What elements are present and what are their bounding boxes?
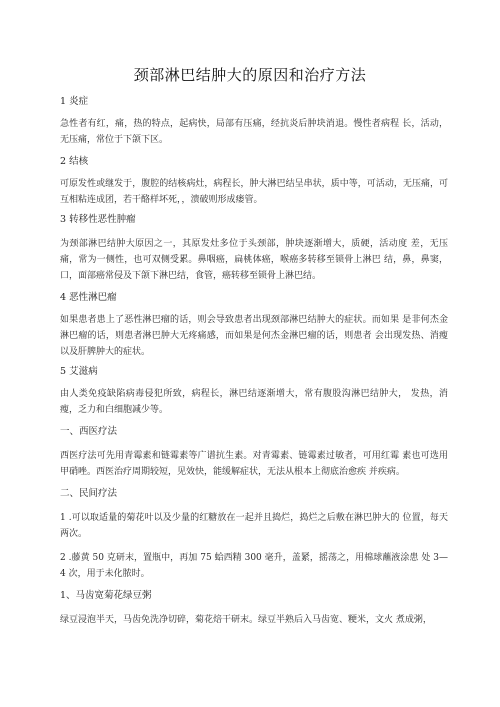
section-western-medicine [60, 426, 448, 480]
section-lymphoma [60, 292, 448, 360]
section-paragraph: 西医疗法可先用青霉素和链霉素等广谱抗生素。对青霉素、链霉素过敏者，可用红霉 素也可选用甲硝唑。西医治疗周期较短，见效快，能缓解症状，无法从根本上彻底治愈疾 并疾病。 [60, 451, 448, 477]
section-folk-remedies [60, 488, 448, 582]
section-paragraph: 可原发性或继发于，腹腔的结核病灶，病程长，肿大淋巴结呈串状，质中等，可活动，无压痛，可互相粘连成团，若干酪样坏死，，溃破则形成瘘管。 [60, 179, 448, 205]
section-heading: 5 艾滋病 [60, 366, 98, 377]
document-title: 颈部淋巴结肿大的原因和治疗方法 [133, 66, 367, 84]
section-heading: 1、马齿宽菊花绿豆粥 [60, 590, 152, 601]
section-porridge-recipe [60, 590, 448, 628]
section-paragraph: 急性者有红，痛，热的特点，起病快，局部有压痛，经抗炎后肿块消退。慢性者病程 长，活动，无压痛，常位于下颌下区。 [60, 119, 448, 145]
section-heading: 4 恶性淋巴瘤 [60, 292, 117, 303]
section-paragraph: 如果患者患上了恶性淋巴瘤的话，则会导致患者出现颈部淋巴结肿大的症状。而如果 是非何杰金淋巴瘤的话，则患者淋巴肿大无疼痛感，而如果是何杰金淋巴瘤的话，则患者 会出现发热、消瘦以及肝脾肿大的症状。 [60, 315, 448, 357]
section-tuberculosis [60, 156, 448, 208]
section-paragraph: 由人类免疫缺陷病毒侵犯所致，病程长，淋巴结逐渐增大，常有腹股沟淋巴结肿大， 发热，消瘦，乏力和白细胞减少等。 [60, 389, 448, 415]
section-paragraph: 绿豆浸泡半天，马齿免洗净切碎，菊花焙干研末。绿豆半熟后入马齿宽、粳米，文火 煮成粥， [60, 615, 432, 625]
section-aids [60, 366, 448, 418]
section-paragraph: 1 .可以取适量的菊花叶以及少量的红糖放在一起并且捣烂，捣烂之后敷在淋巴肿大的 位置，每天两次。 [60, 513, 448, 539]
section-heading: 二、民间疗法 [60, 488, 118, 499]
section-heading: 2 结核 [60, 156, 89, 167]
section-paragraph: 为颈部淋巴结肿大原因之一，其原发灶多位于头颈部，肿块逐渐增大，质硬，活动度 差，无压痛，常为一侧性，也可双侧受累。鼻咽癌，扁桃体癌，喉癌多转移至锁骨上淋巴 结，鼻，鼻窦，口，面部癌常侵及下颌下淋巴结，食管，癌转移至锁骨上淋巴结。 [60, 239, 448, 281]
section-heading: 1 炎症 [60, 96, 89, 107]
section-paragraph: 2 .藤黄 50 克研末，置瓶中，再加 75 蛤西精 300 毫升，盖紧，摇荡之，用棉球蘸液涂患 处 3—4 次，用于未化脓时。 [60, 553, 448, 579]
section-inflammation [60, 96, 448, 148]
section-heading: 3 转移性恶性肿瘤 [60, 214, 136, 225]
section-heading: 一、西医疗法 [60, 426, 118, 437]
section-metastatic-tumor [60, 214, 448, 284]
